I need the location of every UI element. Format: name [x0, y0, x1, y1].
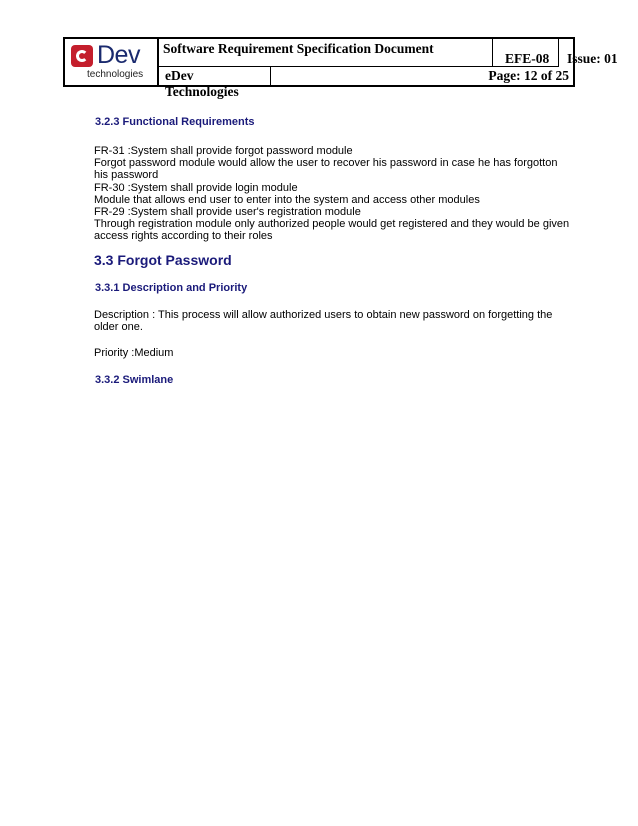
- edev-logo-icon: [71, 45, 93, 67]
- priority-value: Priority :Medium: [94, 347, 174, 359]
- priority-text: [94, 347, 564, 359]
- issue-label: Issue: 01: [567, 51, 618, 66]
- section-heading-3-3: 3.3 Forgot Password: [94, 252, 232, 268]
- section-heading-3-3-1: 3.3.1 Description and Priority: [95, 282, 248, 294]
- logo-main-text: Dev: [97, 41, 140, 69]
- fr-line: Forgot password module would allow the user to recover his password in case he has forgotton: [94, 157, 558, 170]
- fr-line: Module that allows end user to enter into the system and access other modules: [94, 193, 480, 206]
- section-heading-3-2-3: 3.2.3 Functional Requirements: [95, 116, 255, 128]
- fr-line: FR-29 :System shall provide user's registration module: [94, 206, 361, 219]
- company-logo: [65, 39, 159, 85]
- fr-line: FR-31 :System shall provide forgot password module: [94, 145, 353, 157]
- description-paragraph: [94, 309, 564, 333]
- fr-line: Through registration module only authorized people would get registered and they would be given: [94, 218, 570, 231]
- fr-line: access rights according to their roles: [94, 230, 273, 243]
- functional-requirements-list: [94, 145, 570, 243]
- fr-line: his password: [94, 169, 159, 182]
- document-header: [63, 37, 618, 99]
- document-code: EFE-08: [493, 39, 559, 67]
- document-title: Software Requirement Specification Document: [159, 39, 493, 67]
- description-line: Description : This process will allow authorized users to obtain new password on forgetting the: [94, 309, 553, 321]
- section-heading-3-3-2: 3.3.2 Swimlane: [95, 374, 174, 386]
- issue-number: [559, 39, 618, 67]
- page-number: Page: 12 of 25: [488, 68, 569, 83]
- company-name: eDev Technologies: [159, 67, 271, 85]
- logo-sub-text: technologies: [87, 69, 144, 80]
- fr-line: FR-30 :System shall provide login module: [94, 181, 298, 194]
- description-line: older one.: [94, 321, 143, 334]
